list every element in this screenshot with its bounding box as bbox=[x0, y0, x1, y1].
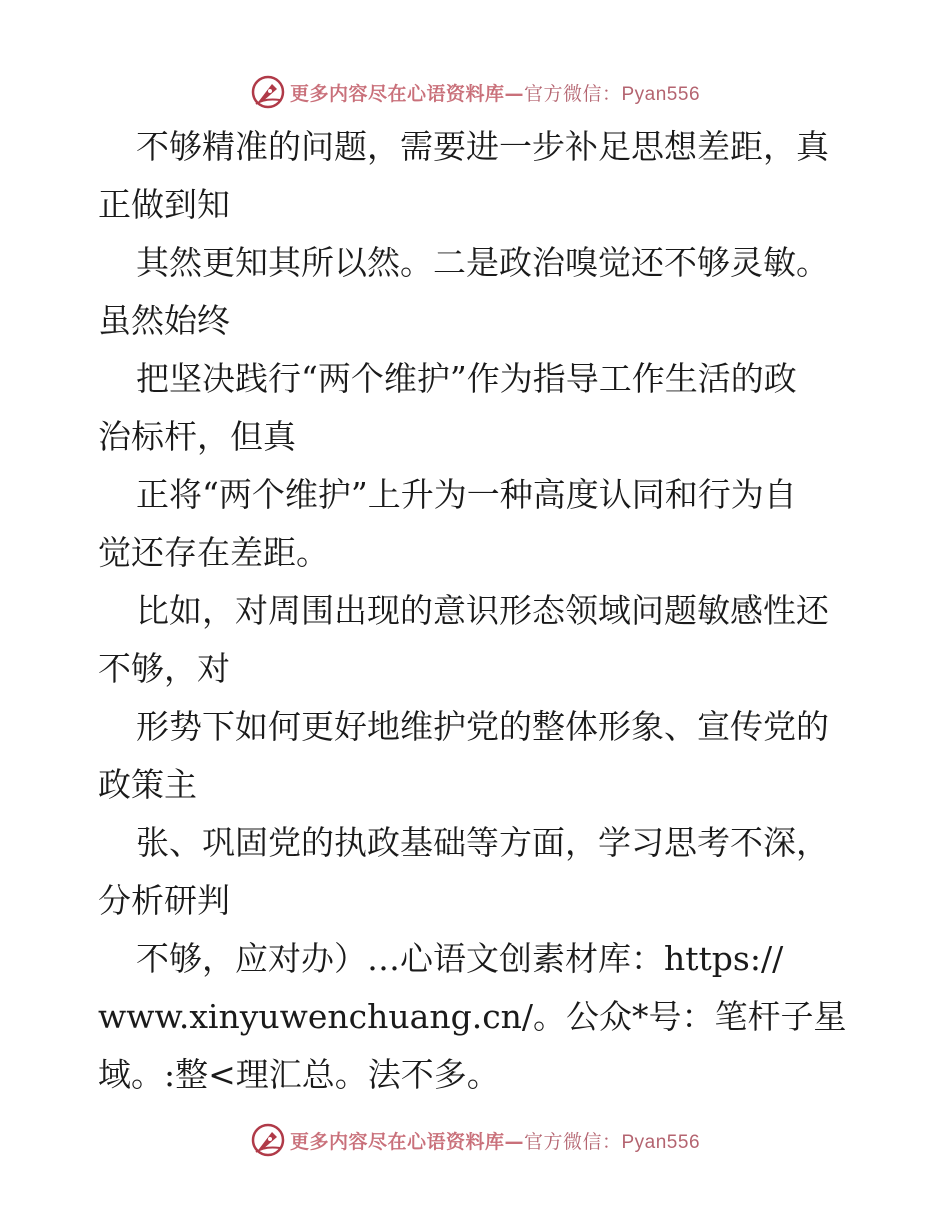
body-line: 治标杆，但真 bbox=[98, 417, 296, 456]
body-line: 不够，应对办）…心语文创素材库：https:// bbox=[136, 939, 784, 978]
footer-banner bbox=[0, 1120, 950, 1160]
body-line: 虽然始终 bbox=[98, 301, 230, 340]
header-site-text: 更多内容尽在心语资料库— bbox=[289, 82, 524, 105]
footer-site-text: 更多内容尽在心语资料库— bbox=[289, 1130, 524, 1153]
footer-wechat-text: 官方微信：Pyan556 bbox=[524, 1131, 701, 1153]
body-line: 觉还存在差距。 bbox=[98, 533, 329, 572]
body-line: 张、巩固党的执政基础等方面，学习思考不深， bbox=[136, 823, 829, 862]
body-line: 正将“两个维护”上升为一种高度认同和行为自 bbox=[136, 475, 797, 514]
header-wechat-text: 官方微信：Pyan556 bbox=[524, 83, 701, 105]
body-line: 比如，对周围出现的意识形态领域问题敏感性还 bbox=[136, 591, 829, 630]
header-text bbox=[290, 79, 700, 106]
footer-text bbox=[290, 1127, 700, 1154]
pen-nib-logo-icon bbox=[250, 1122, 286, 1158]
body-line: 其然更知其所以然。二是政治嗅觉还不够灵敏。 bbox=[136, 243, 829, 282]
body-line: 政策主 bbox=[98, 765, 197, 804]
body-line: 分析研判 bbox=[98, 881, 230, 920]
body-line: 正做到知 bbox=[98, 185, 230, 224]
document-body bbox=[98, 118, 858, 1104]
body-line: 不够，对 bbox=[98, 649, 230, 688]
body-line: 把坚决践行“两个维护”作为指导工作生活的政 bbox=[136, 359, 797, 398]
pen-nib-logo-icon bbox=[250, 74, 286, 110]
header-banner bbox=[0, 72, 950, 112]
body-line: 形势下如何更好地维护党的整体形象、宣传党的 bbox=[136, 707, 829, 746]
body-line: 不够精准的问题，需要进一步补足思想差距，真 bbox=[136, 127, 829, 166]
body-line: 域。:整<理汇总。法不多。 bbox=[98, 1055, 500, 1094]
body-line: www.xinyuwenchuang.cn/。公众*号：笔杆子星 bbox=[98, 997, 847, 1036]
